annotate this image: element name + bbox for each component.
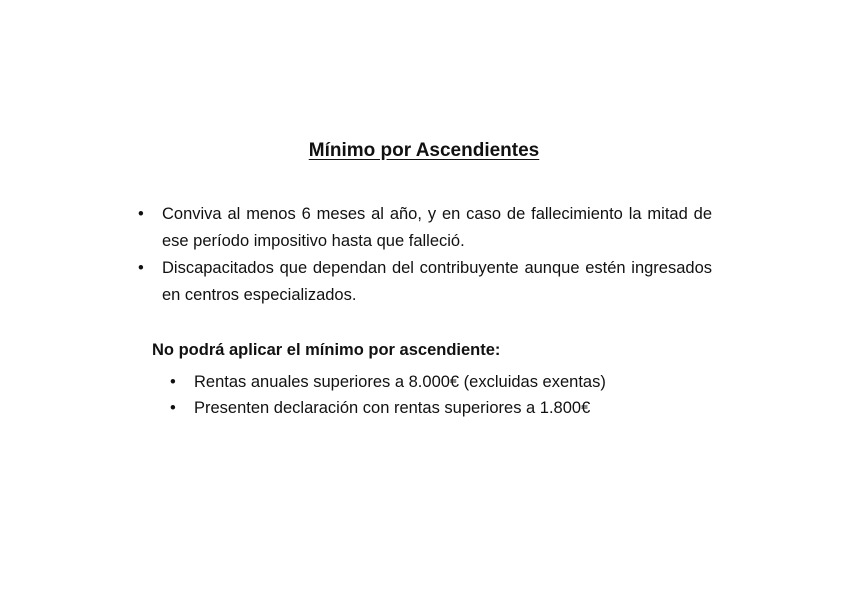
exclusion-text: Rentas anuales superiores a 8.000€ (excluidas exentas) [194,373,606,391]
condition-text: Discapacitados que dependan del contribuyente aunque estén ingresados en centros especializados. [162,259,712,304]
list-item [138,255,712,309]
list-item [170,395,730,421]
exclusion-text: Presenten declaración con rentas superiores a 1.800€ [194,399,591,417]
bullet-icon: • [170,373,176,391]
exclusions-heading: No podrá aplicar el mínimo por ascendiente: [152,341,501,359]
list-item [138,201,712,255]
bullet-icon: • [170,399,176,417]
bullet-icon: • [138,259,144,277]
conditions-list [138,201,712,309]
condition-text: Conviva al menos 6 meses al año, y en caso de fallecimiento la mitad de ese período impositivo hasta que falleció. [162,205,712,250]
bullet-icon: • [138,205,144,223]
list-item [170,369,730,395]
exclusions-list [170,369,730,421]
page-title: Mínimo por Ascendientes [308,140,540,161]
